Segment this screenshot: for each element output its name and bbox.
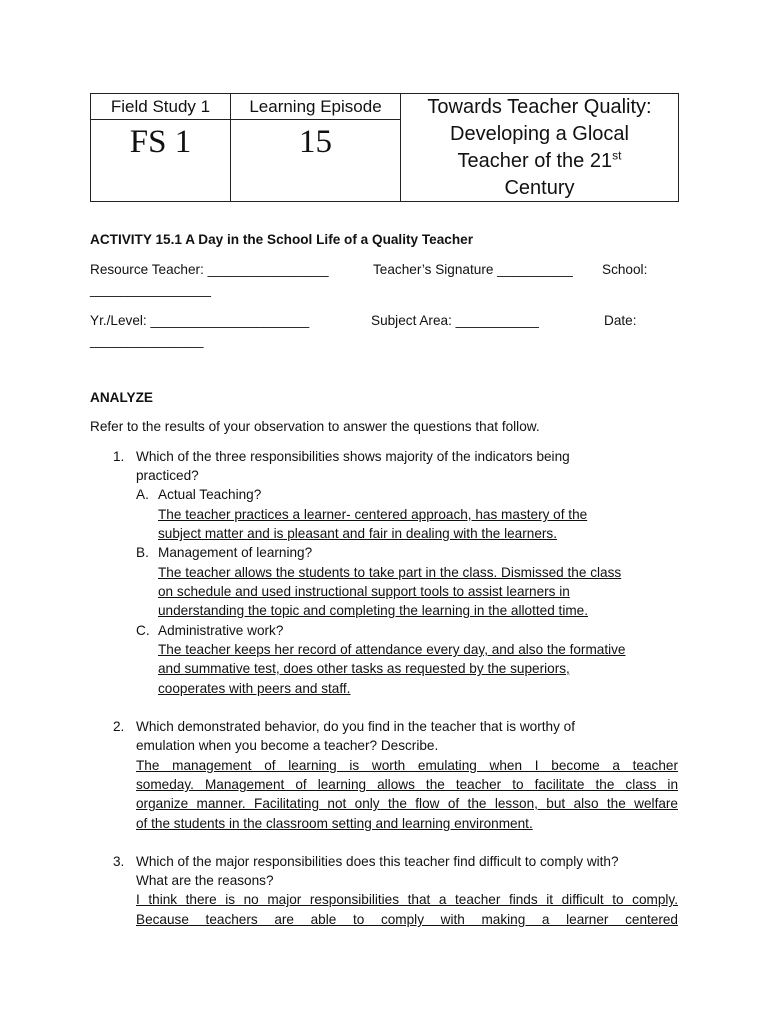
q1-a-answer-1: The teacher practices a learner- centered approach, has mastery of the	[158, 507, 588, 522]
q1-c-answer-2: and summative test, does other tasks as requested by the superiors,	[158, 661, 570, 676]
title-line-2: Developing a Glocal	[450, 123, 629, 145]
date-label: Date:	[604, 313, 637, 328]
header-table	[90, 93, 679, 202]
q1-b-answer-3: understanding the topic and completing the learning in the allotted time.	[158, 603, 588, 618]
episode-value: 15	[231, 120, 401, 201]
field-study-label: Field Study 1	[91, 94, 231, 120]
q1-c-label: C.	[136, 623, 150, 638]
school-label: School:	[602, 262, 648, 277]
q1-c-text: Administrative work?	[158, 623, 284, 638]
q3-answer-2: Because teachers are able to comply with making a learner centered	[136, 912, 678, 927]
q1-b-text: Management of learning?	[158, 545, 313, 560]
q1-a-answer-2: subject matter and is pleasant and fair in dealing with the learners.	[158, 526, 557, 541]
q3-number: 3.	[113, 854, 125, 869]
school-blank: ________________	[90, 282, 211, 297]
q2-answer-3: organize manner. Facilitating not only the flow of the lesson, but also the welfare	[136, 796, 678, 811]
q3-line-1: Which of the major responsibilities does this teacher find difficult to comply with?	[136, 854, 619, 869]
episode-title	[401, 94, 678, 201]
q1-number: 1.	[113, 449, 125, 464]
q3-answer-1: I think there is no major responsibilities that a teacher finds it difficult to comply.	[136, 892, 678, 907]
analyze-intro: Refer to the results of your observation to answer the questions that follow.	[90, 419, 540, 434]
q2-answer-2: someday. Management of learning allows the teacher to facilitate the class in	[136, 777, 678, 792]
yr-level-field: Yr./Level: _____________________	[90, 313, 310, 328]
title-superscript: st	[612, 148, 622, 163]
q2-line-2: emulation when you become a teacher? Describe.	[136, 738, 439, 753]
subject-area-field: Subject Area: ___________	[371, 313, 539, 328]
title-line-1: Towards Teacher Quality:	[427, 96, 652, 118]
analyze-heading: ANALYZE	[90, 390, 153, 405]
signature-field: Teacher’s Signature __________	[373, 262, 573, 277]
q1-c-answer-1: The teacher keeps her record of attendance every day, and also the formative	[158, 642, 626, 657]
q1-a-label: A.	[136, 487, 149, 502]
title-line-4: Century	[504, 177, 575, 199]
q2-answer-1: The management of learning is worth emulating when I become a teacher	[136, 758, 678, 773]
q1-c-answer-3: cooperates with peers and staff.	[158, 681, 351, 696]
q3-line-2: What are the reasons?	[136, 873, 274, 888]
resource-teacher-field: Resource Teacher: ________________	[90, 262, 329, 277]
q1-line-2: practiced?	[136, 468, 199, 483]
title-line-3	[401, 148, 678, 175]
q2-number: 2.	[113, 719, 125, 734]
date-blank: _______________	[90, 333, 204, 348]
q1-b-label: B.	[136, 545, 149, 560]
q1-line-1: Which of the three responsibilities shows majority of the indicators being	[136, 449, 570, 464]
q2-answer-4: of the students in the classroom setting and learning environment.	[136, 816, 533, 831]
q1-b-answer-1: The teacher allows the students to take part in the class. Dismissed the class	[158, 565, 622, 580]
learning-episode-label: Learning Episode	[231, 94, 401, 120]
title-line-3-text: Teacher of the 21	[457, 150, 613, 172]
activity-title: ACTIVITY 15.1 A Day in the School Life of a Quality Teacher	[90, 232, 473, 247]
q1-b-answer-2: on schedule and used instructional support tools to assist learners in	[158, 584, 570, 599]
q2-line-1: Which demonstrated behavior, do you find in the teacher that is worthy of	[136, 719, 576, 734]
q1-a-text: Actual Teaching?	[158, 487, 262, 502]
fs-value: FS 1	[91, 120, 231, 201]
